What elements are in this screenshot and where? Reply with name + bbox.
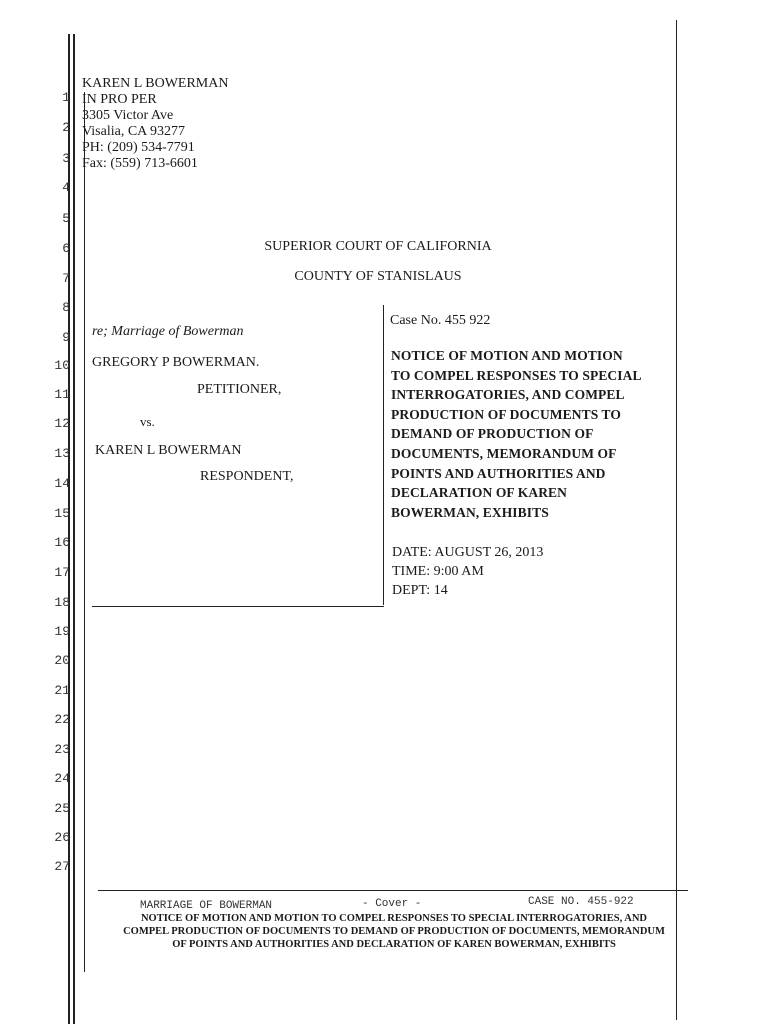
respondent-name: KAREN L BOWERMAN <box>95 443 242 458</box>
line-number: 11 <box>54 387 70 402</box>
left-margin-line-third <box>84 92 85 972</box>
hearing-date: DATE: AUGUST 26, 2013 <box>392 545 544 560</box>
caption-re: re; Marriage of Bowerman <box>92 324 244 339</box>
line-number: 8 <box>62 300 70 315</box>
petitioner-role: PETITIONER, <box>197 382 282 397</box>
footer-left: MARRIAGE OF BOWERMAN <box>140 900 273 912</box>
line-number: 22 <box>54 712 70 727</box>
line-number: 23 <box>54 742 70 757</box>
line-number: 9 <box>62 330 70 345</box>
attorney-address-street: 3305 Victor Ave <box>82 108 174 123</box>
line-number: 14 <box>54 476 70 491</box>
line-number: 17 <box>54 565 70 580</box>
petitioner-name: GREGORY P BOWERMAN. <box>92 355 260 370</box>
motion-title <box>391 346 642 522</box>
court-county: COUNTY OF STANISLAUS <box>294 269 462 284</box>
line-number: 24 <box>54 771 70 786</box>
versus: vs. <box>140 414 155 429</box>
attorney-phone: PH: (209) 534-7791 <box>82 140 195 155</box>
attorney-address-city: Visalia, CA 93277 <box>82 124 185 139</box>
footer-right: CASE NO. 455-922 <box>528 896 634 908</box>
motion-title-line: BOWERMAN, EXHIBITS <box>391 504 549 520</box>
line-number: 16 <box>54 535 70 550</box>
motion-title-line: NOTICE OF MOTION AND MOTION <box>391 348 623 363</box>
motion-title-line: POINTS AND AUTHORITIES AND <box>391 465 606 481</box>
line-number: 3 <box>62 151 70 166</box>
attorney-header <box>82 76 228 172</box>
line-number: 2 <box>62 120 70 135</box>
footer-title-line: OF POINTS AND AUTHORITIES AND DECLARATION OF KAREN BOWERMAN, EXHIBITS <box>172 939 616 950</box>
court-name: SUPERIOR COURT OF CALIFORNIA <box>264 239 492 254</box>
line-number: 27 <box>54 859 70 874</box>
motion-title-line: DEMAND OF PRODUCTION OF <box>391 426 594 442</box>
line-number: 5 <box>62 211 70 226</box>
line-number: 21 <box>54 683 70 698</box>
line-number: 4 <box>62 180 70 195</box>
line-number: 26 <box>54 830 70 845</box>
line-number: 12 <box>54 416 70 431</box>
line-number: 10 <box>54 358 70 373</box>
line-number: 25 <box>54 801 70 816</box>
right-margin-line <box>676 20 677 1020</box>
line-number: 19 <box>54 624 70 639</box>
line-number: 6 <box>62 241 70 256</box>
line-number: 7 <box>62 271 70 286</box>
line-number: 18 <box>54 595 70 610</box>
footer-title-line: NOTICE OF MOTION AND MOTION TO COMPEL RESPONSES TO SPECIAL INTERROGATORIES, AND <box>140 913 648 924</box>
motion-title-line: DOCUMENTS, MEMORANDUM OF <box>391 445 617 461</box>
line-number: 13 <box>54 446 70 461</box>
case-number: Case No. 455 922 <box>390 313 491 328</box>
attorney-status: IN PRO PER <box>82 92 157 107</box>
hearing-info <box>392 543 543 600</box>
hearing-dept: DEPT: 14 <box>392 583 448 598</box>
motion-title-line: DECLARATION OF KAREN <box>391 485 568 501</box>
motion-title-line: PRODUCTION OF DOCUMENTS TO <box>391 406 621 422</box>
caption-vertical-divider <box>383 305 384 605</box>
footer-center: - Cover - <box>362 898 422 910</box>
line-number: 1 <box>62 90 70 105</box>
attorney-fax: Fax: (559) 713-6601 <box>82 156 198 171</box>
line-number: 20 <box>54 653 70 668</box>
caption-bottom-rule <box>92 606 384 607</box>
motion-title-line: TO COMPEL RESPONSES TO SPECIAL <box>391 367 642 383</box>
attorney-name: KAREN L BOWERMAN <box>82 76 229 91</box>
respondent-role: RESPONDENT, <box>200 469 294 484</box>
line-number: 15 <box>54 506 70 521</box>
footer-title-line: COMPEL PRODUCTION OF DOCUMENTS TO DEMAND OF PRODUCTION OF DOCUMENTS, MEMORANDUM <box>123 926 665 937</box>
left-margin-line-inner <box>73 34 75 1024</box>
footer-title <box>96 912 692 951</box>
hearing-time: TIME: 9:00 AM <box>392 564 484 579</box>
motion-title-line: INTERROGATORIES, AND COMPEL <box>391 387 625 403</box>
footer-rule <box>98 890 688 891</box>
